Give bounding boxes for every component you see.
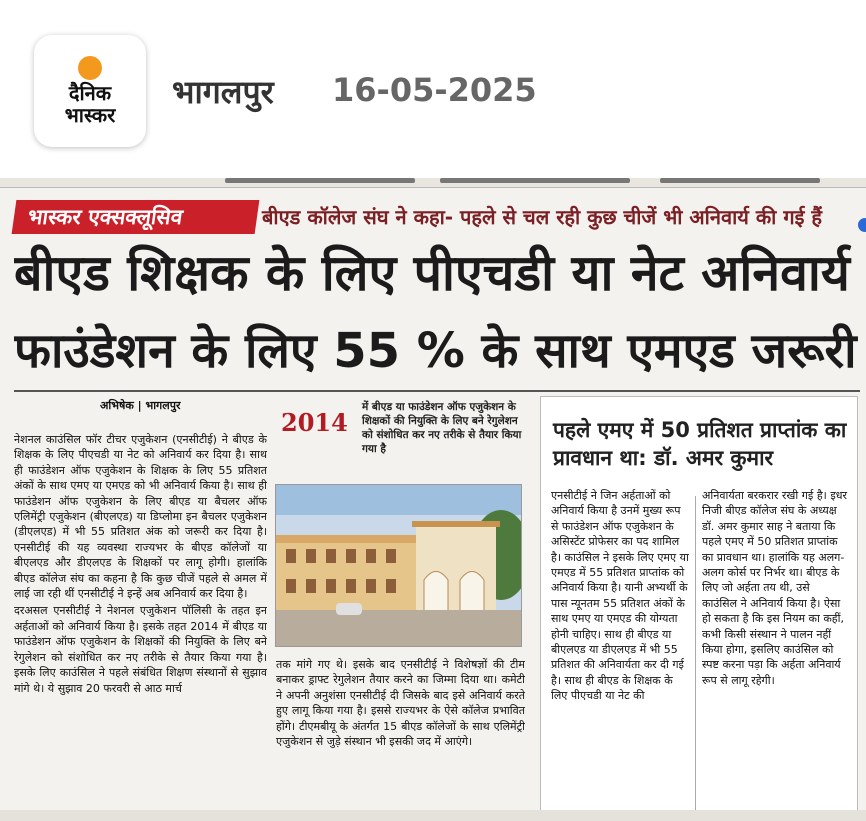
app-header [0,0,866,178]
divider [14,390,860,392]
college-building-photo [275,484,522,647]
edition-city: भागलपुर [172,73,274,111]
sidebar-column-2: अनिवार्यता बरकरार रखी गई है। इधर निजी बीएड कॉलेज संघ के अध्यक्ष डॉ. अमर कुमार साह ने बताया कि पहले एमए में 50 प्रतिशत प्राप्तांक का प्रावधान था। हालांकि यह अलग-अलग कोर्स पर निर्भर था। बीएड के लिए जो अर्हता तय थी, उसे काउंसिल ने अनिवार्य किया है। ऐसा हो सकता है कि इस नियम का कहीं, कभी किसी संस्थान ने पालन नहीं किया होगा, इसलिए काउंसिल को स्पष्ट करना पड़ा कि अर्हता अनिवार्य रूप से लागू रहेगी। [702,489,847,687]
edition-date: 16-05-2025 [332,71,537,109]
cut-text-strip [0,178,866,188]
sun-icon [78,56,102,80]
year-highlight: 2014 [281,408,348,437]
column-1 [14,432,267,818]
column-2: तक मांगे गए थे। इसके बाद एनसीटीई ने विशेषज्ञों की टीम बनाकर ड्राफ्ट रेगुलेशन तैयार करने का जिम्मा दिया था। कमेटी ने अपनी अनुशंसा एनसीटीई दी जिसके बाद इसे अनिवार्य करते हुए लागू किया गया है। इससे राज्यभर के ऐसे कॉलेज प्रभावित होंगे। टीएमबीयू के अंतर्गत 15 बीएड कॉलेजों के साथ एलिमेंट्री एजुकेशन से जुड़े संस्थान भी इसकी जद में आएंगे। [276,658,525,749]
logo-line-2: भास्कर [64,103,116,127]
sidebar-column-1: एनसीटीई ने जिन अर्हताओं को अनिवार्य किया है उनमें मुख्य रूप से फाउंडेशन ऑफ एजुकेशन के असिस्टेंट प्रोफेसर का पद शामिल है। काउंसिल ने इसके लिए एमए या एमएड में 55 प्रतिशत प्राप्तांक को अनिवार्य किया है। यानी अभ्यर्थी के पास न्यूनतम 55 प्रतिशत अंकों के साथ एमए या एमएड की योग्यता होनी चाहिए। साथ ही बीएड या बीएलएड या डीएलएड में भी 55 प्रतिशत की अनिवार्यता कर दी गई है। साथ ही बीएड के शिक्षक के लिए पीएचडी या नेट की [551,489,689,703]
column-1-para-2: दरअसल एनसीटीई ने नेशनल एजुकेशन पॉलिसी के तहत इन अर्हताओं को अनिवार्य किया है। इसके तहत 2014 में बीएड या फाउंडेशन ऑफ एजुकेशन के शिक्षकों की नियुक्ति के लिए बने रेगुलेशन को संशोधित कर नए तरीके से तैयार किया गया है। इसके लिए काउंसिल ने पहले संबंधित शिक्षण संस्थानों से सुझाव मांगे थे। ये सुझाव 20 फरवरी से आठ मार्च [14,604,267,695]
column-divider [695,496,696,812]
newspaper-clipping [0,178,866,821]
column-1-para-1: नेशनल काउंसिल फॉर टीचर एजुकेशन (एनसीटीई) ने बीएड के शिक्षक के लिए पीएचडी या नेट को अनिवार्य कर दिया है। साथ ही फाउंडेशन ऑफ एजुकेशन के शिक्षक के लिए 55 प्रतिशत अंकों के साथ एमए या एमएड को भी अनिवार्य किया है। साथ ही फाउंडेशन ऑफ एजुकेशन के लिए बीएड या बैचलर ऑफ एलिमेंट्री एजुकेशन (बीएलएड) या डिप्लोमा इन बैचलर एजुकेशन (डीएलएड) में भी 55 प्रतिशत अंक को जरूरी कर दिया है। एनसीटीई की यह व्यवस्था राज्यभर के बीएड कॉलेजों या बीएलएड और डीएलएड के शिक्षकों पर लागू होगी। हालांकि बीएड कॉलेज संघ का कहना है कि कुछ चीजें पहले से अमल में लाई जा रही थीं एनसीटीई ने इन्हें अब अनिवार्य कर दिया है। [14,433,267,601]
headline-line-1: बीएड शिक्षक के लिए पीएचडी या नेट अनिवार्य [14,244,850,302]
byline: अभिषेक | भागलपुर [100,399,181,412]
headline-line-2: फाउंडेशन के लिए 55 % के साथ एमएड जरूरी [14,323,857,379]
logo-line-1: दैनिक [68,81,112,105]
sidebar-headline: पहले एमए में 50 प्रतिशत प्राप्तांक का प्रावधान था: डॉ. अमर कुमार [553,418,847,470]
blue-dot-icon [858,218,866,232]
year-highlight-text: में बीएड या फाउंडेशन ऑफ एजुकेशन के शिक्षकों की नियुक्ति के लिए बने रेगुलेशन को संशोधित कर नए तरीके से तैयार किया गया है [362,401,522,455]
dainik-bhaskar-logo[interactable] [34,35,146,147]
bottom-cut-strip [0,810,866,821]
exclusive-tag: भास्कर एक्सक्लूसिव [12,200,260,234]
kicker: बीएड कॉलेज संघ ने कहा- पहले से चल रही कुछ चीजें भी अनिवार्य की गई हैं [262,205,822,229]
